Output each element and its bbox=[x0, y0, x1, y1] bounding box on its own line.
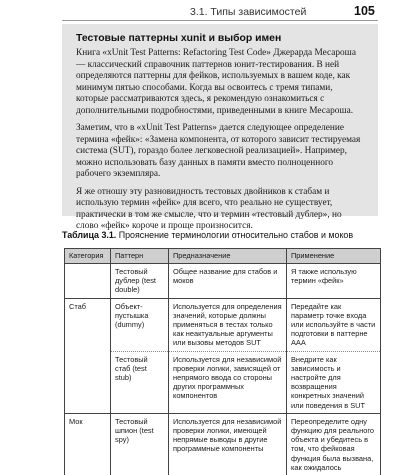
page-number: 105 bbox=[354, 4, 375, 18]
header-purpose: Предназначение bbox=[169, 249, 287, 264]
cell-purpose: Используется для независимой проверки логики, имеющей непрямые выводы в другие программные компоненты bbox=[169, 413, 287, 475]
cell-pattern: Объект-пустышка (dummy) bbox=[111, 298, 169, 351]
sidebar-paragraph-1: Книга «xUnit Test Patterns: Refactoring Test Code» Джерарда Месароша — классический справочник паттернов юнит-тестирования. В ней определяются паттерны для фейков, используемых в вашем коде, как минимум пятью способами. Когда вы освоитесь с тремя типами, которые рассматриваются здесь, я рекомендую ознакомиться с дополнительными подробностями, приведенными в книге Месароша. bbox=[76, 48, 356, 116]
table-row bbox=[65, 298, 381, 351]
cell-purpose: Используется для независимой проверки логики, зависящей от непрямого ввода со стороны других программных компонентов bbox=[169, 351, 287, 413]
table-row bbox=[65, 351, 381, 413]
cell-usage: Переопределите одну функцию для реального объекта и убедитесь в том, что фейковая функция была вызвана, как ожидалось bbox=[287, 413, 381, 475]
cell-usage: Я также использую термин «фейк» bbox=[287, 264, 381, 299]
cell-pattern: Тестовый стаб (test stub) bbox=[111, 351, 169, 413]
table-caption-text: Прояснение терминологии относительно стабов и моков bbox=[118, 230, 354, 240]
cell-usage: Внедрите как зависимость и настройте для возвращения конкретных значений или поведения в SUT bbox=[287, 351, 381, 413]
cell-pattern: Тестовый шпион (test spy) bbox=[111, 413, 169, 475]
running-header-title: 3.1. Типы зависимостей bbox=[190, 6, 307, 18]
cell-category: Стаб bbox=[65, 298, 111, 351]
cell-category: Мок bbox=[65, 413, 111, 475]
table-row bbox=[65, 413, 381, 475]
terminology-table bbox=[64, 248, 381, 475]
header-category: Категория bbox=[65, 249, 111, 264]
cell-category bbox=[65, 351, 111, 413]
cell-purpose: Используется для определения значений, которые должны применяться в тестах только как неактуальные аргументы или вызовы методов SUT bbox=[169, 298, 287, 351]
cell-purpose: Общее название для стабов и моков bbox=[169, 264, 287, 299]
header-rule bbox=[62, 20, 378, 21]
cell-usage: Передайте как параметр точке входа или используйте в части подготовки в паттерне AAA bbox=[287, 298, 381, 351]
header-pattern: Паттерн bbox=[111, 249, 169, 264]
table-caption-label: Таблица 3.1. bbox=[62, 230, 117, 240]
table-caption bbox=[62, 230, 382, 240]
sidebar-title: Тестовые паттерны xunit и выбор имен bbox=[76, 33, 282, 44]
cell-category bbox=[65, 264, 111, 299]
sidebar-box bbox=[62, 24, 378, 231]
header-usage: Применение bbox=[287, 249, 381, 264]
cell-pattern: Тестовый дублер (test double) bbox=[111, 264, 169, 299]
table-header-row bbox=[65, 249, 381, 264]
table-row bbox=[65, 264, 381, 299]
sidebar-paragraph-2: Заметим, что в «xUnit Test Patterns» дается следующее определение термина «фейк»: «Замена компонента, от которого зависит тестируемая система (SUT), гораздо более легковесной реализацией». Например, можно использовать базу данных в памяти вместо полноценного рабочего экземпляра. bbox=[76, 123, 361, 179]
sidebar-paragraph-3: Я же отношу эту разновидность тестовых двойников к стабам и использую термин «фейк» для всего, что реально не существует, практически в том же смысле, что и термин «тестовый дублер», но слово «фейк» короче и проще произносится. bbox=[76, 186, 342, 231]
